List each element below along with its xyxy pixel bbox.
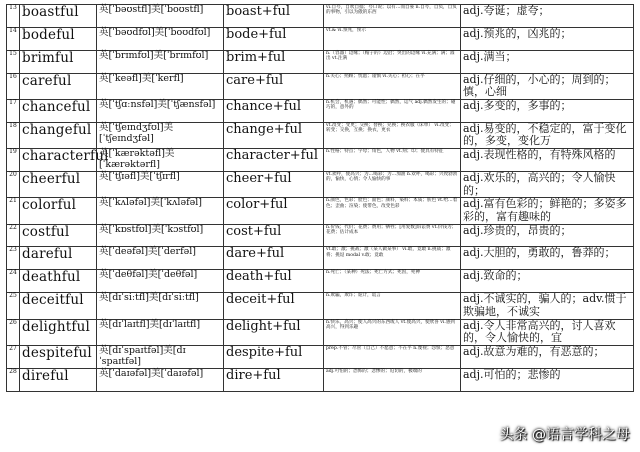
phonetic-cell: 英[ˈkærəktəfl]美[ˈkærəktərfl] bbox=[97, 149, 224, 172]
meaning-cell: adj.令人非常高兴的，讨人喜欢的，令人愉快的，宜 bbox=[461, 319, 634, 345]
row-number: 18 bbox=[7, 122, 20, 148]
word-cell: colorful bbox=[20, 198, 97, 224]
root-meaning-cell: n.欺骗，欺诈；诡计，谎言 bbox=[324, 293, 461, 319]
table-row bbox=[7, 172, 634, 198]
word-cell: deceitful bbox=[20, 293, 97, 319]
root-meaning-cell: n.颜色，色彩；脸色；面色；颜料，染料；本质；肤色 vt.给…着色；歪曲；渲染；使带色，改变色彩 bbox=[324, 198, 461, 224]
phonetic-cell: 英[ˈkʌləfəl]美[ˈkʌləfəl] bbox=[97, 198, 224, 224]
root-meaning-cell: n.死亡；（某种）死法；死亡方式；死因，死神 bbox=[324, 270, 461, 293]
phonetic-cell: 英[ˈdaɪəfəl]美[ˈdaɪəfəl] bbox=[97, 368, 224, 391]
word-cell: direful bbox=[20, 368, 97, 391]
word-formation-cell: chance+ful bbox=[224, 99, 324, 122]
row-number: 13 bbox=[7, 5, 20, 28]
row-number: 15 bbox=[7, 50, 20, 73]
word-formation-cell: care+ful bbox=[224, 73, 324, 99]
meaning-cell: adj.故意为难的，有恶意的； bbox=[461, 345, 634, 368]
row-number: 26 bbox=[7, 319, 20, 345]
table-row bbox=[7, 368, 634, 391]
meaning-cell: adj.预兆的，凶兆的； bbox=[461, 27, 634, 50]
phonetic-cell: 英[dɪˈsiːtfl]美[dɪˈsiːtfl] bbox=[97, 293, 224, 319]
phonetic-cell: 英[ˈkɒstfʊl]美[ˈkɔstfʊl] bbox=[97, 224, 224, 247]
word-cell: despiteful bbox=[20, 345, 97, 368]
phonetic-cell: 英[ˈbəʊdfʊl]美[ˈboʊdfʊl] bbox=[97, 27, 224, 50]
root-meaning-cell: n.（容器）边缘；（帽子的）边沿；突出的边缘 vi.充满；满；溢出 vt.注满 bbox=[324, 50, 461, 73]
word-cell: characterful bbox=[20, 149, 97, 172]
table-row bbox=[7, 247, 634, 270]
table-row bbox=[7, 73, 634, 99]
table-row bbox=[7, 50, 634, 73]
phonetic-cell: 英[ˈbrɪmfʊl]美[ˈbrɪmfʊl] bbox=[97, 50, 224, 73]
phonetic-cell: 英[dɪˈlaɪtfl]美[dɪˈlaɪtfl] bbox=[97, 319, 224, 345]
table-row bbox=[7, 293, 634, 319]
root-meaning-cell: n.价钱；代价；花费；费用；牺牲；[用复数]诉讼费 vt.价钱为；花费；估计成本 bbox=[324, 224, 461, 247]
meaning-cell: adj.易变的，不稳定的，富于变化的，多变，变化万 bbox=[461, 122, 634, 148]
phonetic-cell: 英[ˈtʃeɪndʒfʊl]美[ˈtʃeɪndʒfəl] bbox=[97, 122, 224, 148]
table-row bbox=[7, 149, 634, 172]
word-formation-cell: bode+ful bbox=[224, 27, 324, 50]
root-meaning-cell: n.性格；特点；字母；角色，人物 vt.刻；印；使具有特征 bbox=[324, 149, 461, 172]
word-formation-cell: deceit+ful bbox=[224, 293, 324, 319]
row-number: 20 bbox=[7, 172, 20, 198]
row-number: 22 bbox=[7, 224, 20, 247]
word-cell: boastful bbox=[20, 5, 97, 28]
root-meaning-cell: n.关心；照顾；忧虑；谨慎 vi.关心；担心；在乎 bbox=[324, 73, 461, 99]
word-formation-cell: dare+ful bbox=[224, 247, 324, 270]
phonetic-cell: 英[dɪˈspaɪtfəl]美[dɪˈspaɪtfəl] bbox=[97, 345, 224, 368]
word-cell: chanceful bbox=[20, 99, 97, 122]
meaning-cell: adj.多变的，多事的； bbox=[461, 99, 634, 122]
meaning-cell: adj.不诚实的，骗人的；adv.惯于欺骗地，不诚实 bbox=[461, 293, 634, 319]
word-cell: delightful bbox=[20, 319, 97, 345]
word-cell: bodeful bbox=[20, 27, 97, 50]
row-number: 16 bbox=[7, 73, 20, 99]
meaning-cell: adj.富有色彩的；鲜艳的；多姿多彩的，富有趣味的 bbox=[461, 198, 634, 224]
phonetic-cell: 英[ˈdeθfəl]美[ˈdeθfəl] bbox=[97, 270, 224, 293]
meaning-cell: adj.满当； bbox=[461, 50, 634, 73]
table-row bbox=[7, 27, 634, 50]
root-meaning-cell: vt.敢；激；挑战；激（某人做某事） vi.敢，竟敢 n.挑战；激将；挑逗 modal v.敢；竟敢 bbox=[324, 247, 461, 270]
table-row bbox=[7, 122, 634, 148]
table-row bbox=[7, 270, 634, 293]
phonetic-cell: 英[ˈbəʊstfl]美[ˈboʊstfl] bbox=[97, 5, 224, 28]
word-cell: deathful bbox=[20, 270, 97, 293]
meaning-cell: adj.大胆的，勇敢的，鲁莽的； bbox=[461, 247, 634, 270]
watermark: 头条 @语言学科之母 bbox=[499, 427, 630, 443]
root-meaning-cell: prep.不管；尽管（自己）不愿意；不在乎 n.蔑视；怨恨；恶意 bbox=[324, 345, 461, 368]
meaning-cell: adj.表现性格的，有特殊风格的 bbox=[461, 149, 634, 172]
phonetic-cell: 英[ˈtʃɪəfl]美[ˈtʃɪrfl] bbox=[97, 172, 224, 198]
row-number: 21 bbox=[7, 198, 20, 224]
word-formation-cell: cost+ful bbox=[224, 224, 324, 247]
row-number: 24 bbox=[7, 270, 20, 293]
word-formation-cell: despite+ful bbox=[224, 345, 324, 368]
row-number: 23 bbox=[7, 247, 20, 270]
root-meaning-cell: vt.改变；变更；交换；替换；兑换；换衣服（床单） vi.改变；转变；交换，互换；换衣，更衣 bbox=[324, 122, 461, 148]
row-number: 27 bbox=[7, 345, 20, 368]
meaning-cell: adj.可怕的；悲惨的 bbox=[461, 368, 634, 391]
vocabulary-table-body bbox=[7, 5, 634, 392]
table-row bbox=[7, 198, 634, 224]
root-meaning-cell: vt.欢呼，使高兴；为…喝彩；为…加油 n.欢呼，喝彩；兴致勃勃的，愉快，心情；令人愉快的事 bbox=[324, 172, 461, 198]
word-formation-cell: character+ful bbox=[224, 149, 324, 172]
row-number: 28 bbox=[7, 368, 20, 391]
table-row bbox=[7, 99, 634, 122]
meaning-cell: adj.夸诞；虚夸； bbox=[461, 5, 634, 28]
word-cell: costful bbox=[20, 224, 97, 247]
word-cell: cheerful bbox=[20, 172, 97, 198]
word-cell: careful bbox=[20, 73, 97, 99]
word-formation-cell: dire+ful bbox=[224, 368, 324, 391]
root-meaning-cell: vt.& vi.预兆，预示 bbox=[324, 27, 461, 50]
meaning-cell: adj.仔细的，小心的；周到的；慎，心细 bbox=[461, 73, 634, 99]
word-formation-cell: death+ful bbox=[224, 270, 324, 293]
table-row bbox=[7, 319, 634, 345]
meaning-cell: adj.珍贵的，昂贵的； bbox=[461, 224, 634, 247]
meaning-cell: adj.欢乐的，高兴的；令人愉快的； bbox=[461, 172, 634, 198]
root-meaning-cell: vi.自夸，自吹自擂；夸口说；以有…而自豪 n.自夸，自负，自负的事物，引以为傲的东西 bbox=[324, 5, 461, 28]
root-meaning-cell: adj.可怕的；恐怖的；悲惨的；迫切的，极端的 bbox=[324, 368, 461, 391]
word-formation-cell: cheer+ful bbox=[224, 172, 324, 198]
phonetic-cell: 英[ˈkeəfl]美[ˈkerfl] bbox=[97, 73, 224, 99]
word-cell: dareful bbox=[20, 247, 97, 270]
word-formation-cell: change+ful bbox=[224, 122, 324, 148]
root-meaning-cell: n.机会，机遇；偶然；可能性；偶然，运气 adj.偶然发生的；碰巧的，意外的 bbox=[324, 99, 461, 122]
word-formation-cell: delight+ful bbox=[224, 319, 324, 345]
word-formation-cell: boast+ful bbox=[224, 5, 324, 28]
word-formation-cell: brim+ful bbox=[224, 50, 324, 73]
table-row bbox=[7, 5, 634, 28]
phonetic-cell: 英[ˈtʃɑːnsfəl]美[ˈtʃænsfəl] bbox=[97, 99, 224, 122]
row-number: 19 bbox=[7, 149, 20, 172]
word-formation-cell: color+ful bbox=[224, 198, 324, 224]
row-number: 25 bbox=[7, 293, 20, 319]
vocabulary-table bbox=[6, 4, 634, 392]
table-row bbox=[7, 345, 634, 368]
phonetic-cell: 英[ˈdeəfəl]美[ˈderfəl] bbox=[97, 247, 224, 270]
root-meaning-cell: n.快乐，高兴；使人高兴的东西或人 vt.使高兴，使欣喜 vi.感到高兴，得到乐趣 bbox=[324, 319, 461, 345]
meaning-cell: adj.致命的； bbox=[461, 270, 634, 293]
table-row bbox=[7, 224, 634, 247]
word-cell: changeful bbox=[20, 122, 97, 148]
row-number: 17 bbox=[7, 99, 20, 122]
word-cell: brimful bbox=[20, 50, 97, 73]
row-number: 14 bbox=[7, 27, 20, 50]
